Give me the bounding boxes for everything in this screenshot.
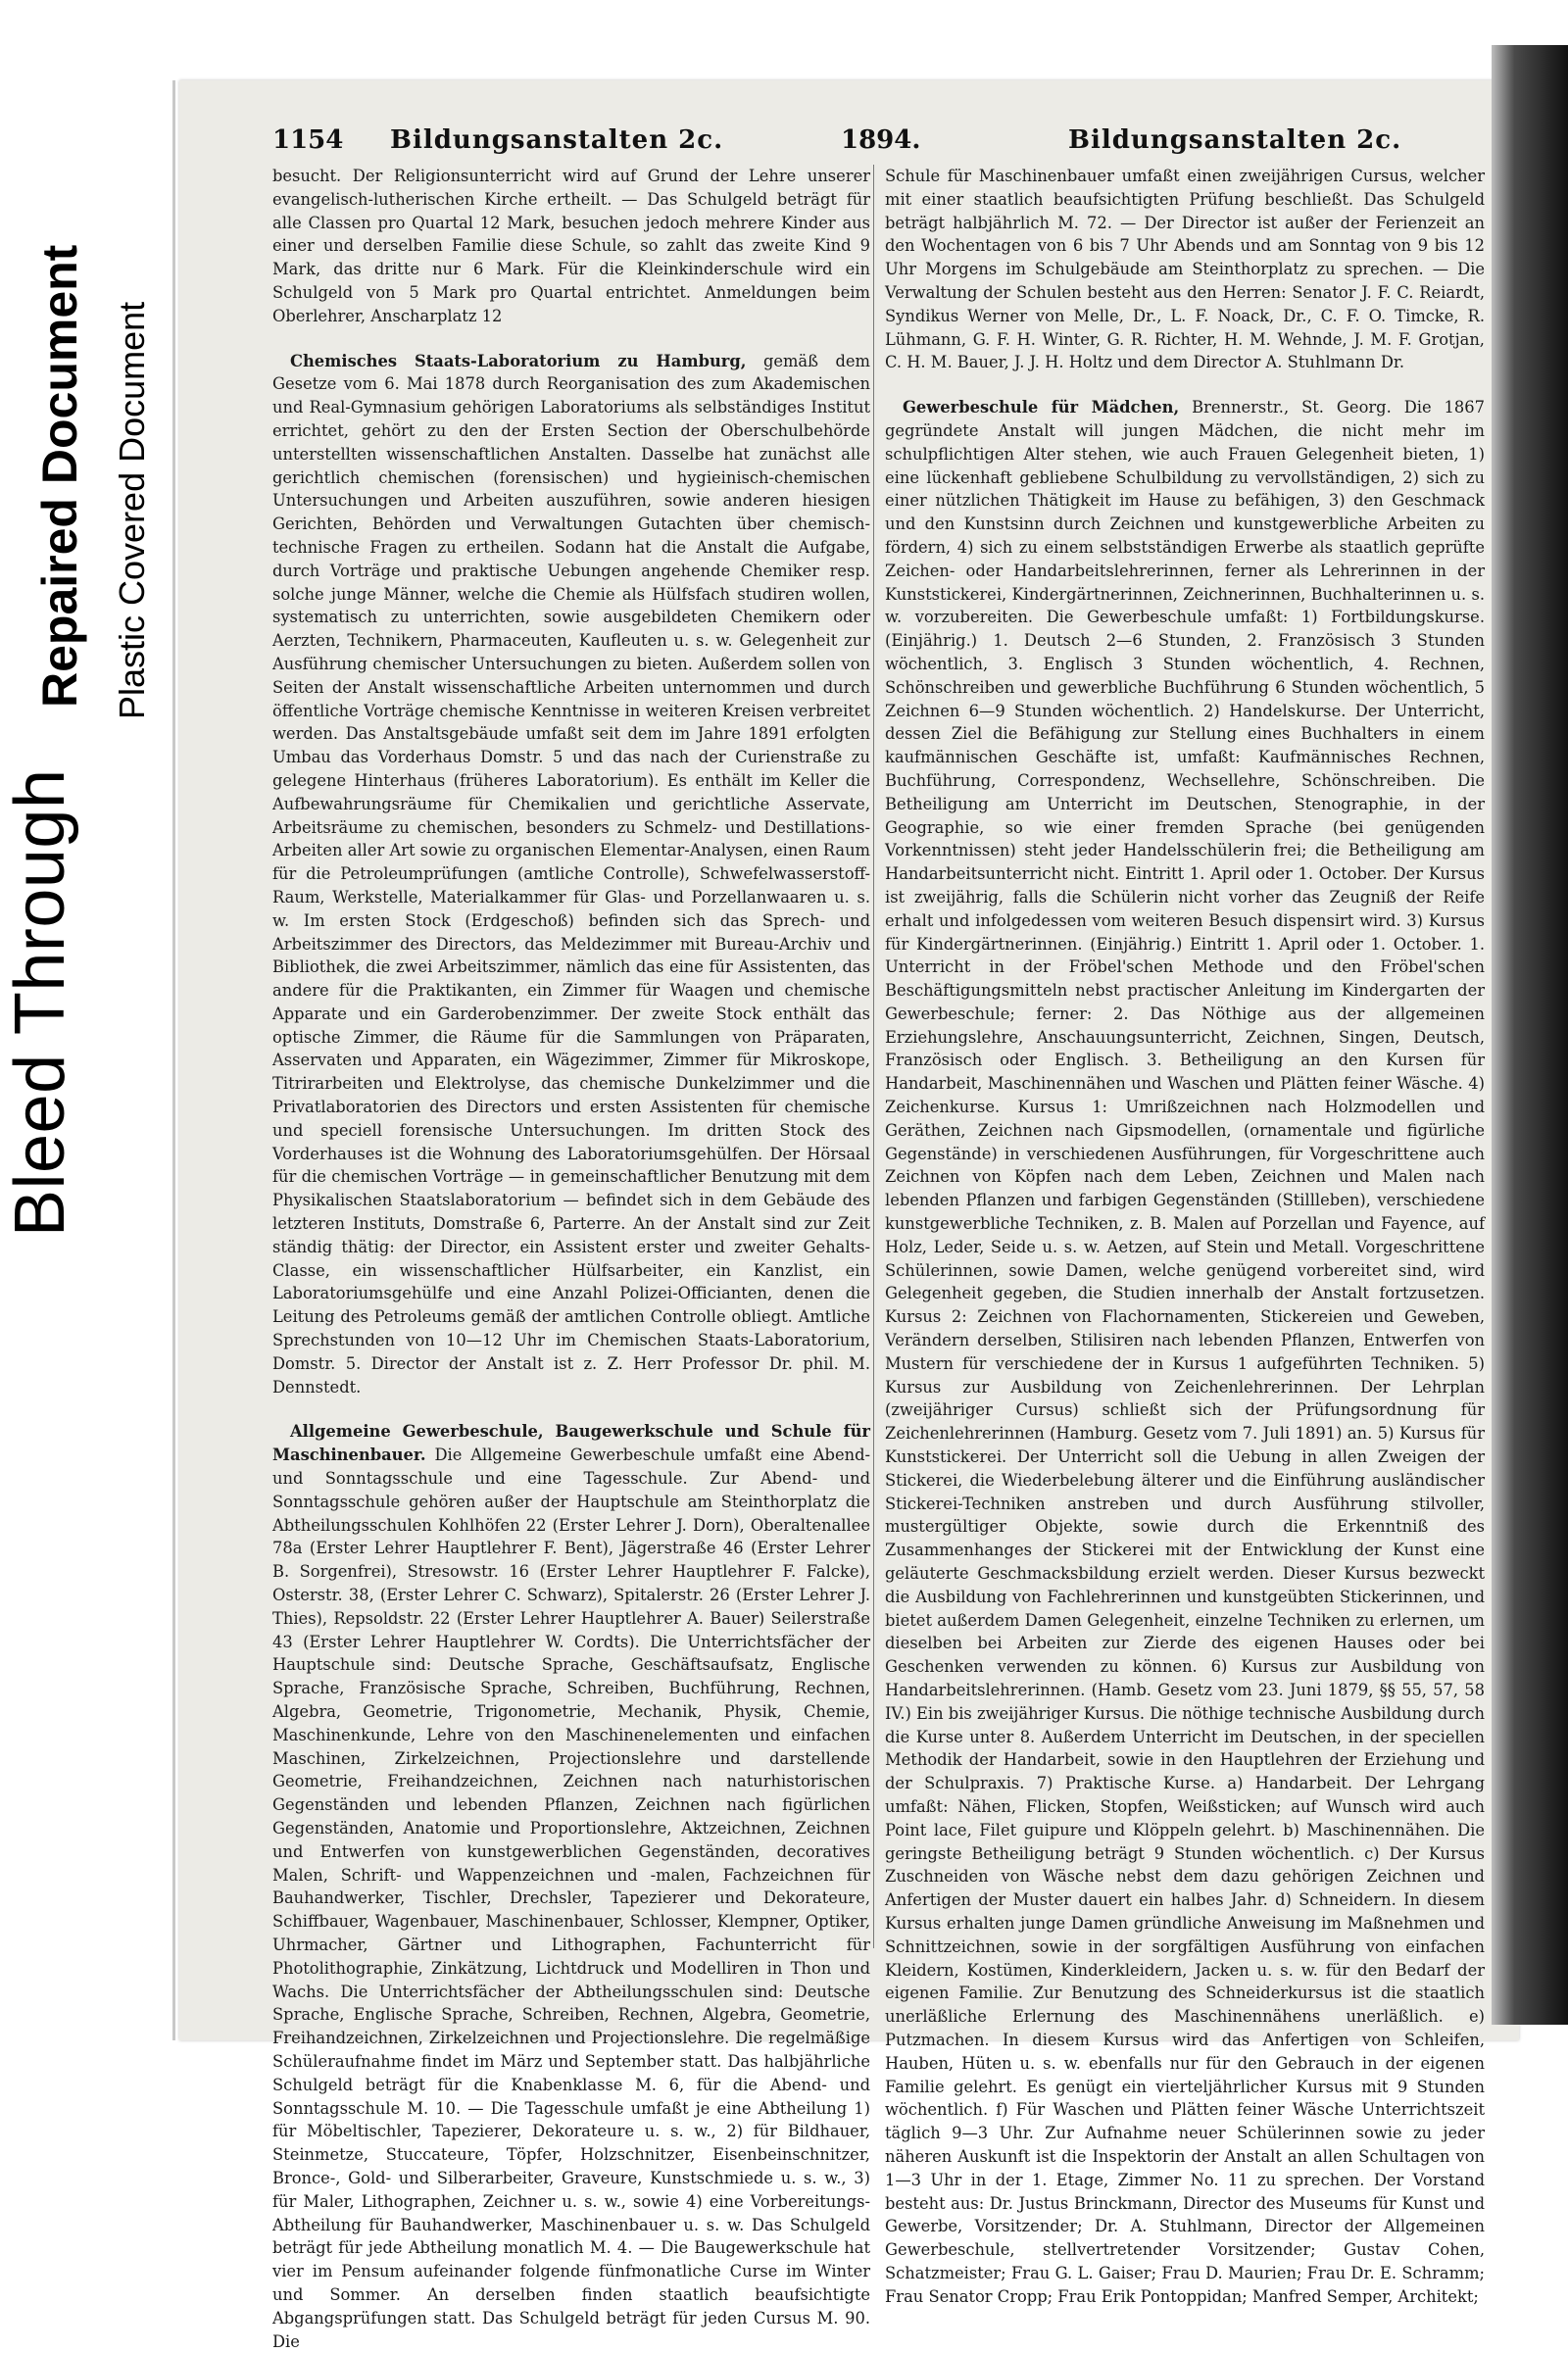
paragraph: Schule für Maschinenbauer umfaßt einen zweijährigen Cursus, welcher mit einer staatlich beaufsichtigten Prüfung beschließt. Das Schulgeld beträgt halbjährlich M. 72. — Der Director ist außer der Ferienzeit an den Wochentagen von 6 bis 7 Uhr Abends und am Sonntag von 9 bis 12 Uhr Morgens im Schulgebäude am Steinthorplatz zu sprechen. — Die Verwaltung der Schulen besteht aus den Herren: Senator J. F. C. Reiardt, Syndikus Werner von Melle, Dr., L. F. Noack, Dr., C. F. O. Timcke, R. Lühmann, G. F. H. Winter, G. R. Richter, H. M. Wehnde, J. M. F. Grotjan, C. H. M. Bauer, J. J. H. Holtz und dem Director A. Stuhlmann Dr.: [885, 167, 1485, 372]
section-body: Brennerstr., St. Georg. Die 1867 gegründete Anstalt will jungen Mädchen, die nicht mehr im schulpflichtigen Alter stehen, wie auch Frauen Gelegenheit bieten, 1) eine lückenhaft gebliebene Schulbildung zu vervollständigen, 2) sich zu einer nützlichen Thätigkeit im Hause zu befähigen, 3) den Geschmack und den Kunstsinn durch Zeichnen und kunstgewerbliche Arbeiten zu fördern, 4) sich zu einem selbstständigen Erwerbe als staatlich geprüfte Zeichen- oder Handarbeitslehrerinnen, ferner als Lehrerinnen in der Kunststickerei, Kindergärtnerinnen, Zeichnerinnen, Buchhalterinnen u. s. w. vorzubereiten. Die Gewerbeschule umfaßt: 1) Fortbildungskurse. (Einjährig.) 1. Deutsch 2—6 Stunden, 2. Französisch 3 Stunden wöchentlich, 3. Englisch 3 Stunden wöchentlich, 4. Rechnen, Schönschreiben und gewerbliche Buchführung 6 Stunden wöchentlich, 5 Zeichnen 6—9 Stunden wöchentlich. 2) Handelskurse. Der Unterricht, dessen Ziel die Befähigung zur Stellung eines Buchhalters in einem kaufmännischen Geschäfte ist, umfaßt: Kaufmännisches Rechnen, Buchführung, Correspondenz, Wechsellehre, Schönschreiben. Die Betheiligung am Unterricht im Deutschen, Stenographie, in der Geographie, so wie einer fremden Sprache (bei genügenden Vorkenntnissen) steht jeder Handelsschülerin frei; die Betheiligung am Handarbeitsunterricht nicht. Eintritt 1. April oder 1. October. Der Kursus ist zweijährig, falls die Schülerin nicht vorher das Zeugniß der Reife erhalt und infolgedessen vom weiteren Besuch dispensirt wird. 3) Kursus für Kindergärtnerinnen. (Einjährig.) Eintritt 1. April oder 1. October. 1. Unterricht in der Fröbel'schen Methode und den Fröbel'schen Beschäftigungsmitteln nebst practischer Anleitung im Kindergarten der Gewerbeschule; ferner: 2. Das Nöthige aus der allgemeinen Erziehungslehre, Anschauungsunterricht, Zeichnen, Singen, Deutsch, Französisch oder Englisch. 3. Betheiligung an den Kursen für Handarbeit, Maschinennähen und Waschen und Plätten feiner Wäsche. 4) Zeichenkurse. Kursus 1: Umrißzeichnen nach Holzmodellen und Geräthen, Zeichnen nach Gipsmodellen, (ornamentale und figürliche Gegenstände) in verschiedenen Ausführungen, für Vorgeschrittene auch Zeichnen von Köpfen nach dem Leben, Zeichnen und Malen nach lebenden Pflanzen und farbigen Gegenständen (Stillleben), verschiedene kunstgewerbliche Techniken, z. B. Malen auf Porzellan und Fayence, auf Holz, Leder, Seide u. s. w. Aetzen, auf Stein und Metall. Vorgeschrittene Schülerinnen, sowie Damen, welche genügend vorbereitet sind, wird Gelegenheit gegeben, die Studien innerhalb der Anstalt fortzusetzen. Kursus 2: Zeichnen von Flachornamenten, Stickereien und Geweben, Verändern derselben, Stilisiren nach lebenden Pflanzen, Entwerfen von Mustern für verschiedene der in Kursus 1 aufgeführten Techniken. 5) Kursus zur Ausbildung von Zeichenlehrerinnen. Der Lehrplan (zweijähriger Cursus) schließt sich der Prüfungsordnung für Zeichenlehrerinnen (Hamburg. Gesetz vom 7. Juli 1891) an. 5) Kursus für Kunststickerei. Der Unterricht soll die Uebung in allen Zweigen der Stickerei, die Wiederbelebung älterer und die Einführung ausländischer Stickerei-Techniken anstreben und durch Ausführung stilvoller, mustergültiger Objekte, sowie durch die Erkenntniß des Zusammenhanges der Stickerei mit der Entwicklung der Kunst eine geläuterte Geschmacksbildung erzielt werden. Dieser Kursus bezweckt die Ausbildung von Fachlehrerinnen und kunstgeübten Stickerinnen, und bietet außerdem Damen Gelegenheit, einzelne Techniken zu erlernen, um dieselben bei Arbeiten zur Zierde des eigenen Hauses oder bei Geschenken verwenden zu können. 6) Kursus zur Ausbildung von Handarbeitslehrerinnen. (Hamb. Gesetz vom 23. Juni 1879, §§ 55, 57, 58 IV.) Ein bis zweijähriger Kursus. Die nöthige technische Ausbildung durch die Kurse unter 8. Außerdem Unterricht im Deutschen, in der speciellen Methodik der Handarbeit, sowie in den Hauptlehren der Erziehung und der Schulpraxis. 7) Praktische Kurse. a) Handarbeit. Der Lehrgang umfaßt: Nähen, Flicken, Stopfen, Weißsticken; auf Wunsch wird auch Point lace, Filet guipure und Klöppeln gelehrt. b) Maschinennähen. Die geringste Betheiligung beträgt 9 Stunden wöchentlich. c) Der Kursus Zuschneiden von Wäsche nebst dem dazu gehörigen Zeichnen und Anfertigen der Muster dauert ein halbes Jahr. d) Schneidern. In diesem Kursus erhalten junge Damen gründliche Anweisung im Maßnehmen und Schnittzeichnen, sowie in der sorgfältigen Ausführung von einfachen Kleidern, Kostümen, Kinderkleidern, Jacken u. s. w. für den Bedarf der eigenen Familie. Zur Benutzung des Schneiderkursus ist die staatlich unerläßliche Erlernung des Maschinennähens unerläßlich. e) Putzmachen. In diesem Kursus wird das Anfertigen von Schleifen, Hauben, Hüten u. s. w. ebenfalls nur für den Gebrauch in der eigenen Familie gelehrt. Es genügt ein vierteljährlicher Kursus mit 9 Stunden wöchentlich. f) Für Waschen und Plätten feiner Wäsche Unterrichtszeit täglich 9—3 Uhr. Zur Aufnahme neuer Schülerinnen sowie zu jeder näheren Auskunft ist die Inspektorin der Anstalt an allen Schultagen von 1—3 Uhr in der 1. Etage, Zimmer No. 11 zu sprechen. Der Vorstand besteht aus: Dr. Justus Brinckmann, Director des Museums für Kunst und Gewerbe, Vorsitzender; Dr. A. Stuhlmann, Director der Allgemeinen Gewerbeschule, stellvertretender Vorsitzender; Gustav Cohen, Schatzmeister; Frau G. L. Gaiser; Frau D. Maurien; Frau Dr. E. Schramm; Frau Senator Cropp; Frau Erik Pontoppidan; Manfred Semper, Architekt;: [885, 398, 1485, 2306]
section-gewerbeschule-maedchen: [885, 396, 1485, 2308]
scan-border: [1492, 45, 1568, 2025]
repaired-document-label: Repaired Document: [32, 244, 87, 708]
right-column: [885, 165, 1485, 2306]
left-column: [272, 165, 870, 2351]
section-heading: Gewerbeschule für Mädchen,: [903, 398, 1180, 417]
running-header: [272, 125, 1488, 165]
header-title-left: Bildungsanstalten 2c.: [390, 125, 724, 155]
section-body: Die Allgemeine Gewerbeschule umfaßt eine Abend- und Sonntagsschule und eine Tagesschule. Zur Abend- und Sonntagsschule gehören außer der Hauptschule am Steinthorplatz die Abtheilungsschulen Kohlhöfen 22 (Erster Lehrer J. Dorn), Oberaltenallee 78a (Erster Lehrer Hauptlehrer F. Bent), Jägerstraße 46 (Erster Lehrer B. Sorgenfrei), Stresowstr. 16 (Erster Lehrer Hauptlehrer F. Falcke), Osterstr. 38, (Erster Lehrer C. Schwarz), Spitalerstr. 26 (Erster Lehrer J. Thies), Repsoldstr. 22 (Erster Lehrer Hauptlehrer A. Bauer) Seilerstraße 43 (Erster Lehrer Hauptlehrer W. Cordts). Die Unterrichtsfächer der Hauptschule sind: Deutsche Sprache, Geschäftsaufsatz, Englische Sprache, Französische Sprache, Schreiben, Buchführung, Rechnen, Algebra, Geometrie, Trigonometrie, Mechanik, Physik, Chemie, Maschinenkunde, Lehre von den Maschinenelementen und einfachen Maschinen, Zirkelzeichnen, Projectionslehre und darstellende Geometrie, Freihandzeichnen, Zeichnen nach naturhistorischen Gegenständen und lebenden Pflanzen, Zeichnen nach figürlichen Gegenständen, Anatomie und Proportionslehre, Aktzeichnen, Zeichnen und Entwerfen von kunstgewerblichen Gegenständen, decoratives Malen, Schrift- und Wappenzeichnen und -malen, Fachzeichnen für Bauhandwerker, Tischler, Drechsler, Tapezierer und Dekorateure, Schiffbauer, Wagenbauer, Maschinenbauer, Schlosser, Klempner, Optiker, Uhrmacher, Gärtner und Lithographen, Fachunterricht für Photolithographie, Zinkätzung, Lichtdruck und Modelliren in Thon und Wachs. Die Unterrichtsfächer der Abtheilungsschulen sind: Deutsche Sprache, Englische Sprache, Schreiben, Rechnen, Algebra, Geometrie, Freihandzeichnen, Zirkelzeichnen und Projectionslehre. Die regelmäßige Schüleraufnahme findet im März und September statt. Das halbjährliche Schulgeld beträgt für die Knabenklasse M. 6, für die Abend- und Sonntagsschule M. 10. — Die Tagesschule umfaßt je eine Abtheilung 1) für Möbeltischler, Tapezierer, Dekorateure u. s. w., 2) für Bildhauer, Steinmetze, Stuccateure, Töpfer, Holzschnitzer, Eisenbeinschnitzer, Broncе-, Gold- und Silberarbeiter, Graveure, Kunstschmiede u. s. w., 3) für Maler, Lithographen, Zeichner u. s. w., sowie 4) eine Vorbereitungs-Abtheilung für Bauhandwerker, Maschinenbauer u. s. w. Das Schulgeld beträgt für jede Abtheilung monatlich M. 4. — Die Baugewerkschule hat vier im Pensum aufeinander folgende fünfmonatliche Curse im Winter und Sommer. An derselben finden staatlich beaufsichtigte Abgangsprüfungen statt. Das Schulgeld beträgt für jeden Cursus M. 90. Die: [272, 1446, 870, 2351]
plastic-covered-label: Plastic Covered Document: [112, 301, 152, 719]
column-divider: [873, 165, 874, 1948]
header-title-right: Bildungsanstalten 2c.: [1068, 125, 1402, 155]
section-body: gemäß dem Gesetze vom 6. Mai 1878 durch Reorganisation des zum Akademischen und Real-Gymnasium gehörigen Laboratoriums als selbständiges Institut errichtet, gehört zu den der Ersten Section der Oberschulbehörde unterstellten wissenschaftlichen Anstalten. Dasselbe hat zunächst alle gerichtlich chemischen (forensischen) und hygieinisch-chemischen Untersuchungen und Arbeiten auszuführen, sowie anderen hiesigen Gerichten, Behörden und Verwaltungen Gutachten über chemisch-technische Fragen zu ertheilen. Sodann hat die Anstalt die Aufgabe, durch Vorträge und praktische Uebungen angehende Chemiker resp. solche junge Männer, welche die Chemie als Hülfsfach studiren wollen, systematisch zu unterrichten, sowie ausgebildeten Chemikern oder Aerzten, Technikern, Pharmaceuten, Kaufleuten u. s. w. Gelegenheit zur Ausführung chemischer Untersuchungen zu bieten. Außerdem sollen von Seiten der Anstalt wissenschaftliche Arbeiten unternommen und durch öffentliche Vorträge chemische Kenntnisse in weiteren Kreisen verbreitet werden. Das Anstaltsgebäude umfaßt seit dem im Jahre 1891 erfolgten Umbau das Vorderhaus Domstr. 5 und das nach der Curienstraße zu gelegene Hinterhaus (früheres Laboratorium). Es enthält im Keller die Aufbewahrungsräume für Chemikalien und gerichtliche Asservate, Arbeitsräume zu chemischen, besonders zu Schmelz- und Destillations-Arbeiten aller Art sowie zu organischen Elementar-Analysen, einen Raum für die Petroleumprüfungen (amtliche Controlle), Schwefelwasserstoff-Raum, Werkstelle, Materialkammer für Glas- und Porzellanwaaren u. s. w. Im ersten Stock (Erdgeschoß) befinden sich das Sprech- und Arbeitszimmer des Directors, das Meldezimmer mit Bureau-Archiv und Bibliothek, die zwei Arbeitszimmer, nämlich das eine für Assistenten, das andere für die Praktikanten, ein Zimmer für Waagen und chemische Apparate und ein Garderobenzimmer. Der zweite Stock enthält das optische Zimmer, die Räume für die Sammlungen von Präparaten, Asservaten und Apparaten, ein Wägezimmer, Zimmer für Mikroskope, Titrirarbeiten und Elektrolyse, das chemische Dunkelzimmer und die Privatlaboratorien des Directors und ersten Assistenten für chemische und speciell forensische Untersuchungen. Im dritten Stock des Vorderhauses ist die Wohnung des Laboratoriumsgehülfen. Der Hörsaal für die chemischen Vorträge — in gemeinschaftlicher Benutzung mit dem Physikalischen Staatslaboratorium — befindet sich in dem Gebäude des letzteren Instituts, Domstraße 6, Parterre. An der Anstalt sind zur Zeit ständig thätig: der Director, ein Assistent erster und zweiter Gehalts-Classe, ein wissenschaftlicher Hülfsarbeiter, ein Kanzlist, ein Laboratoriumsgehülfe und eine Anzahl Polizei-Officianten, denen die Leitung des Petroleums gemäß der amtlichen Controlle obliegt. Amtliche Sprechstunden von 10—12 Uhr im Chemischen Staats-Laboratorium, Domstr. 5. Director der Anstalt ist z. Z. Herr Professor Dr. phil. M. Dennstedt.: [272, 351, 870, 1397]
page-number: 1154: [272, 125, 344, 155]
header-year: 1894.: [841, 125, 921, 155]
page-edge: [172, 80, 175, 2040]
section-gewerbeschule: [272, 1420, 870, 2353]
section-heading: Allgemeine Gewerbeschule, Baugewerkschule und Schule für Maschinenbauer.: [272, 1422, 870, 1465]
section-laboratory: [272, 350, 870, 1399]
bleed-through-label: Bleed Through: [1, 768, 79, 1237]
paragraph: besucht. Der Religionsunterricht wird auf Grund der Lehre unserer evangelisch-lutherischen Kirche ertheilt. — Das Schulgeld beträgt für alle Classen pro Quartal 12 Mark, besuchen jedoch mehrere Kinder aus einer und derselben Familie diese Schule, so zahlt das zweite Kind 9 Mark, das dritte nur 6 Mark. Für die Kleinkinderschule wird ein Schulgeld von 5 Mark pro Quartal entrichtet. Anmeldungen beim Oberlehrer, Anscharplatz 12: [272, 167, 870, 325]
section-heading: Chemisches Staats-Laboratorium zu Hamburg,: [290, 351, 747, 370]
